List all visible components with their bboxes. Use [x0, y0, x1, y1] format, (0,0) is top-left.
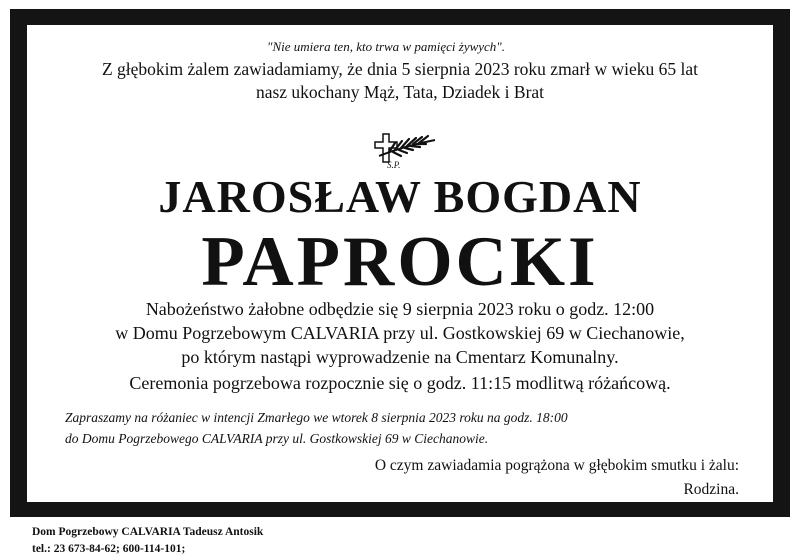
service-line-1: Nabożeństwo żałobne odbędzie się 9 sierpnia 2023 roku o godz. 12:00	[145, 299, 655, 319]
funeral-home-name: Dom Pogrzebowy CALVARIA Tadeusz Antosik	[32, 526, 264, 538]
closing-line: O czym zawiadamia pogrążona w głębokim smutku i żalu:	[374, 457, 739, 474]
sp-label: S.P.	[387, 160, 401, 170]
family-signature: Rodzina.	[683, 481, 739, 498]
funeral-home-phone: tel.: 23 673-84-62; 600-114-101;	[32, 543, 186, 555]
obituary-border	[10, 9, 790, 517]
announcement-line-2: nasz ukochany Mąż, Tata, Dziadek i Brat	[255, 82, 545, 102]
service-line-2: w Domu Pogrzebowym CALVARIA przy ul. Gostkowskiej 69 w Ciechanowie,	[115, 323, 685, 343]
announcement-line-1: Z głębokim żalem zawiadamiamy, że dnia 5 sierpnia 2023 roku zmarł w wieku 65 lat	[101, 59, 699, 79]
obituary-card	[27, 25, 773, 502]
service-line-3: po którym nastąpi wyprowadzenie na Cmentarz Komunalny.	[181, 347, 619, 367]
rosary-invitation-line-2: do Domu Pogrzebowego CALVARIA przy ul. Gostkowskiej 69 w Ciechanowie.	[65, 431, 489, 446]
deceased-surname: PAPROCKI	[201, 223, 599, 301]
service-line-4: Ceremonia pogrzebowa rozpocznie się o godz. 11:15 modlitwą różańcową.	[129, 373, 671, 393]
motto-quote: "Nie umiera ten, kto trwa w pamięci żywych".	[266, 39, 506, 54]
deceased-first-names: JAROSŁAW BOGDAN	[158, 171, 642, 222]
rosary-invitation-line-1: Zapraszamy na różaniec w intencji Zmarłego we wtorek 8 sierpnia 2023 roku na godz. 18:00	[65, 410, 568, 425]
